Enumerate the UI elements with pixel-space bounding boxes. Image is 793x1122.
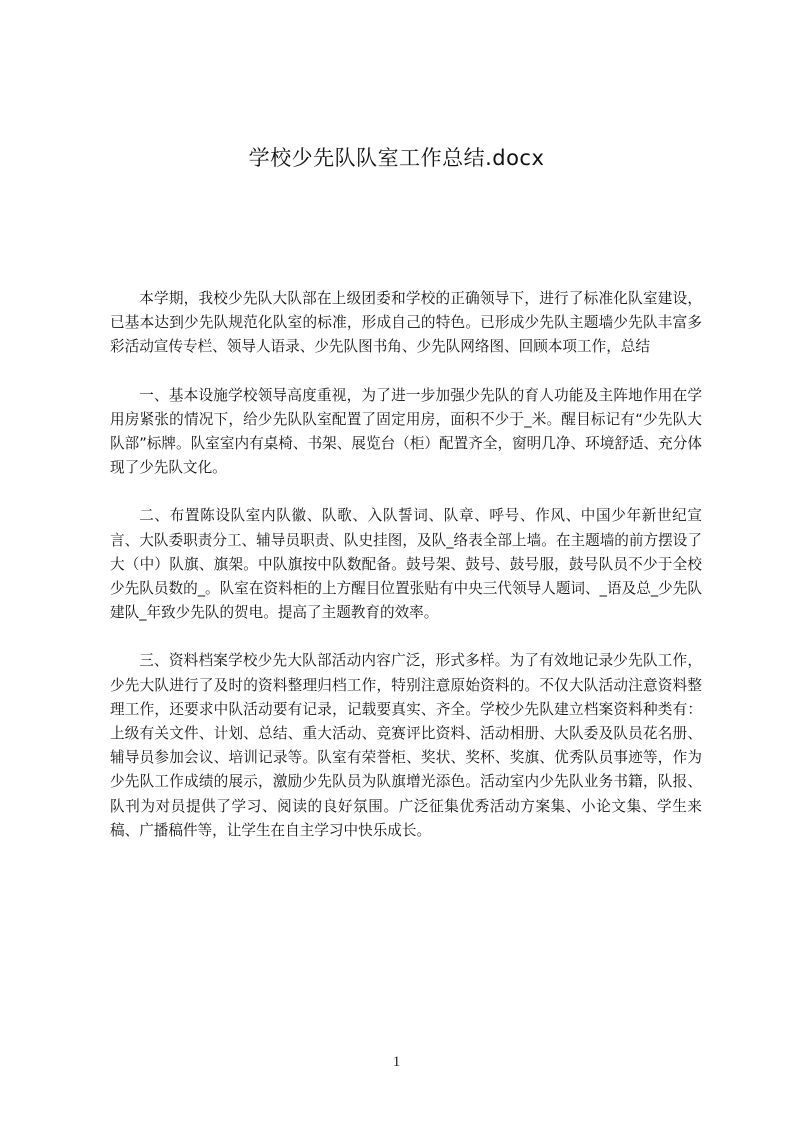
document-body bbox=[110, 287, 702, 867]
page-number: 1 bbox=[392, 1054, 401, 1070]
paragraph-archives: 三、资料档案学校少先大队部活动内容广泛，形式多样。为了有效地记录少先队工作，少先大队进行了及时的资料整理归档工作，特别注意原始资料的。不仅大队活动注意资料整理工作，还要求中队活动要有记录，记载要真实、齐全。学校少先队建立档案资料种类有：上级有关文件、计划、总结、重大活动、竞赛评比资料、活动相册、大队委及队员花名册、辅导员参加会议、培训记录等。队室有荣誉柜、奖状、奖杯、奖旗、优秀队员事迹等，作为少先队工作成绩的展示，激励少先队员为队旗增光添色。活动室内少先队业务书籍，队报、队刊为对员提供了学习、阅读的良好氛围。广泛征集优秀活动方案集、小论文集、学生来稿、广播稿件等，让学生在自主学习中快乐成长。 bbox=[110, 652, 702, 839]
paragraph-facilities: 一、基本设施学校领导高度重视，为了进一步加强少先队的育人功能及主阵地作用在学用房紧张的情况下，给少先队队室配置了固定用房，面积不少于_米。醒目标记有“少先队大队部”标牌。队室室内有桌椅、书架、展览台（柜）配置齐全，窗明几净、环境舒适、充分体现了少先队文化。 bbox=[110, 386, 702, 477]
paragraph-intro: 本学期，我校少先队大队部在上级团委和学校的正确领导下，进行了标准化队室建设，已基本达到少先队规范化队室的标准，形成自己的特色。已形成少先队主题墙少先队丰富多彩活动宣传专栏、领导人语录、少先队图书角、少先队网络图、回顾本项工作，总结 bbox=[110, 290, 702, 356]
document-title: 学校少先队队室工作总结.docx bbox=[248, 146, 545, 170]
paragraph-decoration: 二、布置陈设队室内队徽、队歌、入队誓词、队章、呼号、作风、中国少年新世纪宣言、大队委职责分工、辅导员职责、队史挂图，及队_络表全部上墙。在主题墙的前方摆设了大（中）队旗、旗架。中队旗按中队数配备。鼓号架、鼓号、鼓号服，鼓号队员不少于全校少先队员数的_。队室在资料柜的上方醒目位置张贴有中央三代领导人题词、_语及总_少先队建队_年致少先队的贺电。提高了主题教育的效率。 bbox=[110, 507, 702, 622]
